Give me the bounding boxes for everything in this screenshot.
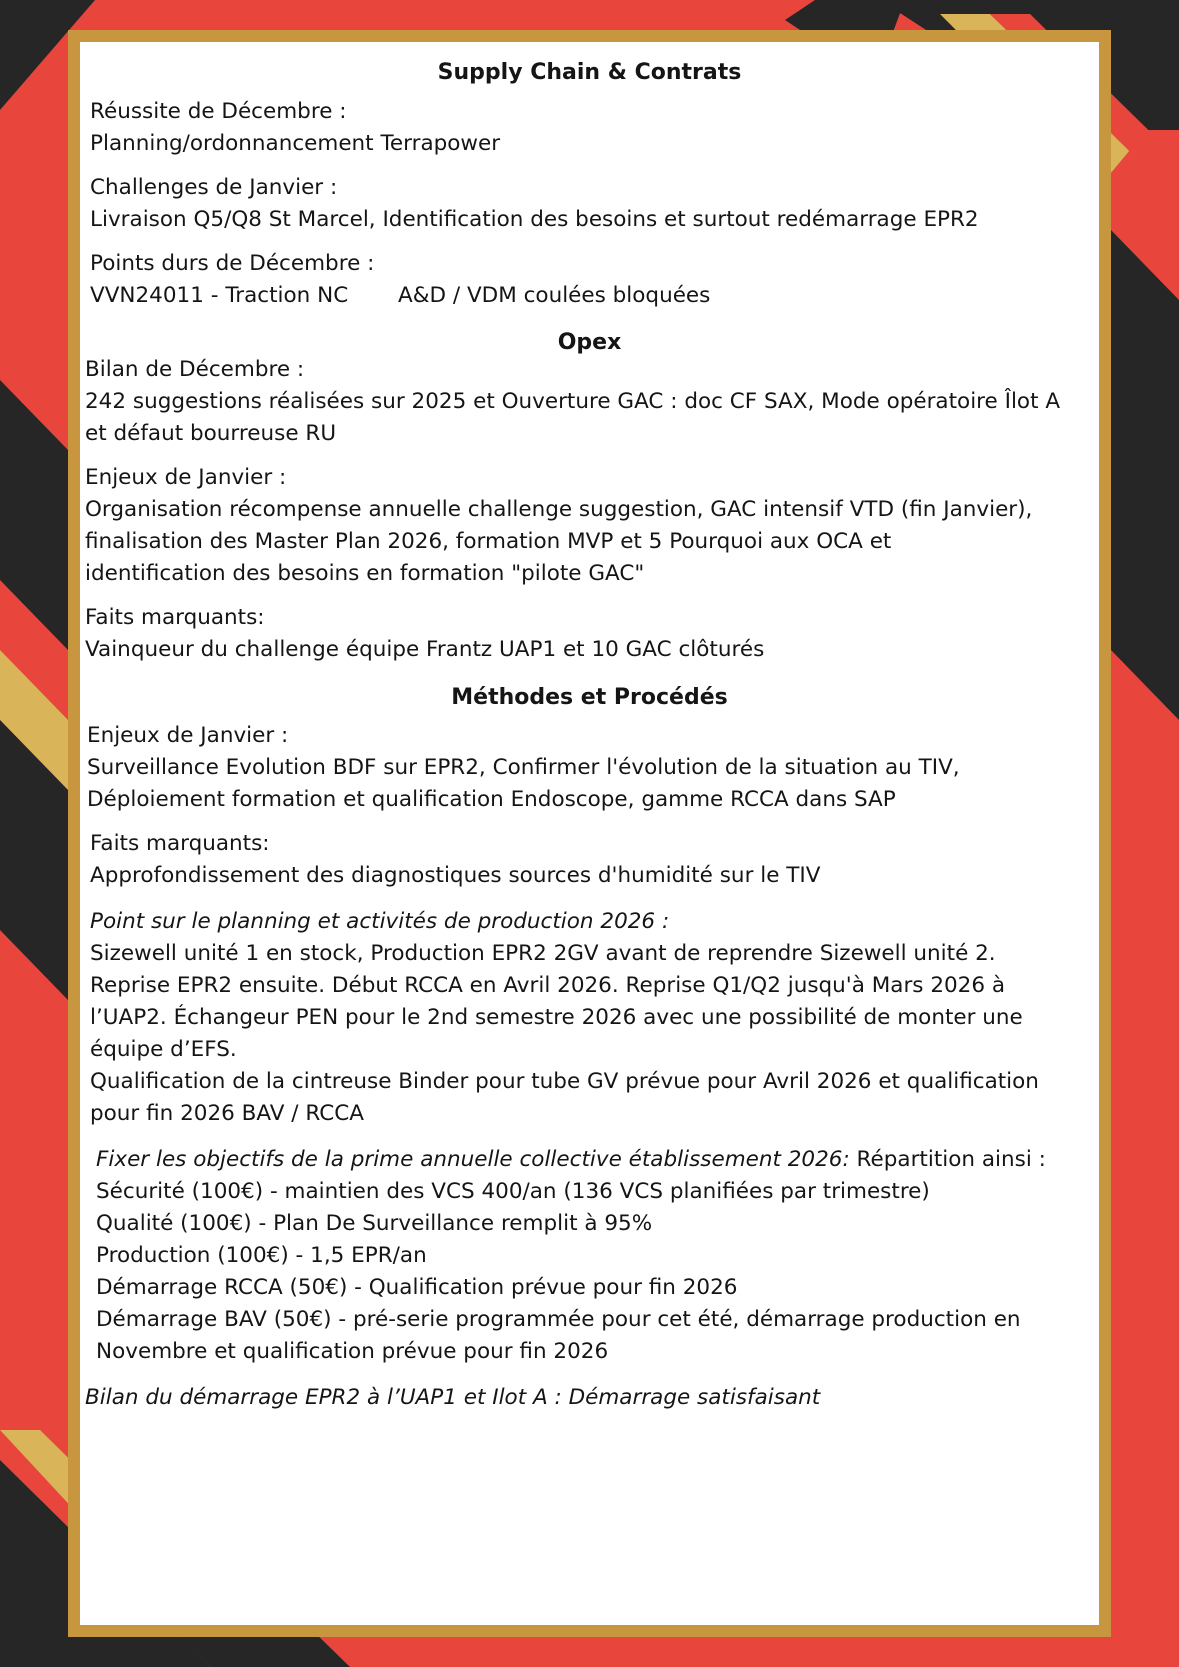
opex-enjeux-line-1: Organisation récompense annuelle challenge suggestion, GAC intensif VTD (fin Janvier),: [85, 497, 1033, 522]
methodes-enjeux-label: Enjeux de Janvier :: [87, 723, 289, 748]
opex-enjeux-label: Enjeux de Janvier :: [85, 465, 287, 490]
prime-line-2: Qualité (100€) - Plan De Surveillance remplit à 95%: [96, 1211, 653, 1236]
planning-line-5: Qualification de la cintreuse Binder pour tube GV prévue pour Avril 2026 et qualification: [90, 1069, 1039, 1094]
bilan-epr2-text: Bilan du démarrage EPR2 à l’UAP1 et Ilot A : Démarrage satisfaisant: [85, 1385, 821, 1410]
prime-line-1: Sécurité (100€) - maintien des VCS 400/an (136 VCS planifiées par trimestre): [96, 1179, 930, 1204]
prime-line-6: Novembre et qualification prévue pour fin 2026: [96, 1339, 609, 1364]
section-title-methodes: Méthodes et Procédés: [451, 685, 728, 710]
planning-line-4: équipe d’EFS.: [90, 1037, 237, 1062]
planning-line-3: l’UAP2. Échangeur PEN pour le 2nd semestre 2026 avec une possibilité de monter une: [90, 1005, 1023, 1030]
opex-enjeux-line-2: finalisation des Master Plan 2026, formation MVP et 5 Pourquoi aux OCA et: [85, 529, 892, 554]
prime-title: [96, 1144, 1046, 1176]
supply-reussite-label: Réussite de Décembre :: [90, 99, 347, 124]
opex-bilan-label: Bilan de Décembre :: [85, 357, 305, 382]
prime-title-italic: Fixer les objectifs de la prime annuelle collective établissement 2026:: [96, 1147, 850, 1172]
supply-points-text-1: VVN24011 - Traction NC: [90, 283, 349, 308]
supply-reussite-text: Planning/ordonnancement Terrapower: [90, 131, 501, 156]
methodes-enjeux-line-1: Surveillance Evolution BDF sur EPR2, Confirmer l'évolution de la situation au TIV,: [87, 755, 960, 780]
prime-line-3: Production (100€) - 1,5 EPR/an: [96, 1243, 427, 1268]
planning-line-6: pour fin 2026 BAV / RCCA: [90, 1101, 364, 1126]
supply-points-text-2: A&D / VDM coulées bloquées: [398, 283, 711, 308]
left-dark-strip-1: [0, 380, 68, 650]
supply-challenges-label: Challenges de Janvier :: [90, 175, 338, 200]
methodes-faits-label: Faits marquants:: [90, 831, 270, 856]
planning-line-2: Reprise EPR2 ensuite. Début RCCA en Avril 2026. Reprise Q1/Q2 jusqu'à Mars 2026 à: [90, 973, 1006, 998]
planning-title: Point sur le planning et activités de production 2026 :: [90, 909, 670, 934]
planning-line-1: Sizewell unité 1 en stock, Production EPR2 2GV avant de reprendre Sizewell unité 2.: [90, 941, 996, 966]
opex-faits-text: Vainqueur du challenge équipe Frantz UAP1 et 10 GAC clôturés: [85, 637, 765, 662]
opex-bilan-line-2: et défaut bourreuse RU: [85, 421, 337, 446]
methodes-faits-text: Approfondissement des diagnostiques sources d'humidité sur le TIV: [90, 863, 821, 888]
prime-line-5: Démarrage BAV (50€) - pré-serie programmée pour cet été, démarrage production en: [96, 1307, 1021, 1332]
supply-challenges-text: Livraison Q5/Q8 St Marcel, Identification des besoins et surtout redémarrage EPR2: [90, 207, 979, 232]
supply-points-label: Points durs de Décembre :: [90, 251, 375, 276]
right-dark-strip: [1111, 230, 1179, 720]
document-content: [80, 42, 1099, 1625]
prime-line-4: Démarrage RCCA (50€) - Qualification prévue pour fin 2026: [96, 1275, 738, 1300]
opex-faits-label: Faits marquants:: [85, 605, 265, 630]
opex-bilan-line-1: 242 suggestions réalisées sur 2025 et Ouverture GAC : doc CF SAX, Mode opératoire Îlot A: [85, 389, 1061, 414]
methodes-enjeux-line-2: Déploiement formation et qualification Endoscope, gamme RCCA dans SAP: [87, 787, 896, 812]
prime-title-rest: Répartition ainsi :: [849, 1147, 1046, 1172]
section-title-opex: Opex: [557, 330, 622, 355]
section-title-supply-chain: Supply Chain & Contrats: [437, 60, 742, 85]
opex-enjeux-line-3: identification des besoins en formation "pilote GAC": [85, 561, 645, 586]
